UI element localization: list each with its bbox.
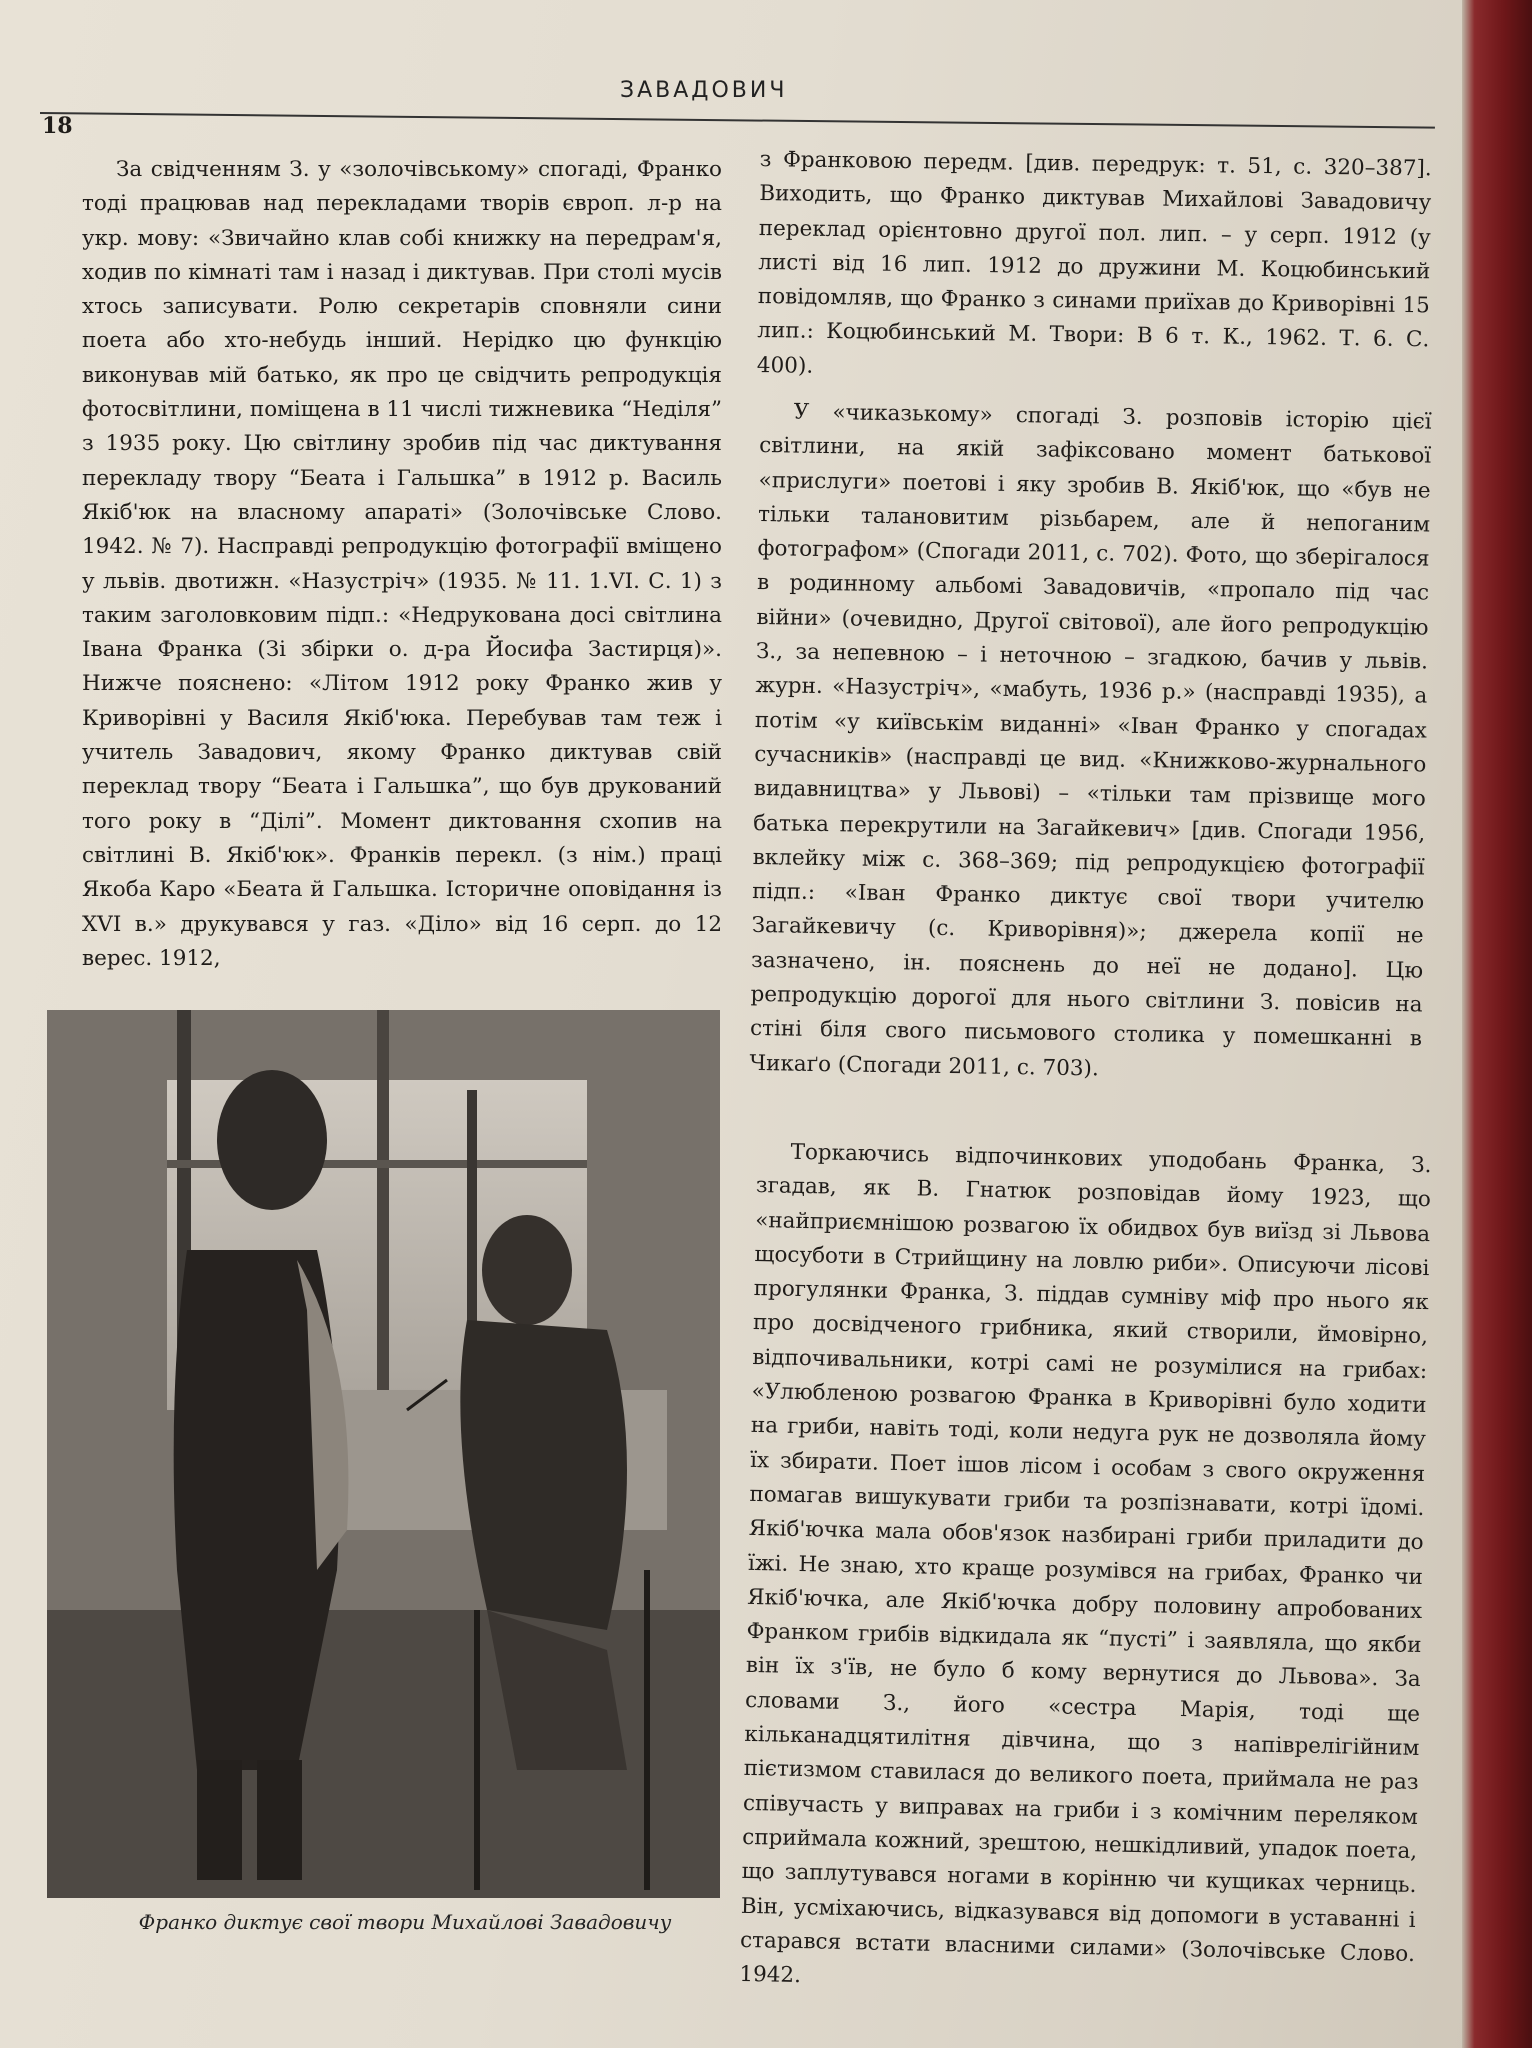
right-column-bottom (739, 1135, 1432, 2006)
book-cover-edge (1462, 0, 1532, 2048)
header-rule (40, 112, 1435, 129)
page-number: 18 (42, 113, 73, 139)
photo-illustration (47, 1010, 720, 1898)
running-title: ЗАВАДОВИЧ (620, 78, 788, 103)
right-column-top (757, 143, 1432, 392)
right-column-middle (749, 395, 1432, 1091)
left-paragraph-1: За свідченням З. у «золочівському» спогаді, Франко тоді працював над перекладами творів європ. л-р на укр. мову: «Звичайно клав собі книжку на передрам'я, ходив по кімнаті там і назад і диктував. При столі мусів хтось записувати. Ролю секретарів сповняли сини поета або хто-небудь інший. Нерідко цю функцію виконував мій батько, як про це свідчить репродукція фотосвітлини, поміщена в 11 числі тижневика “Неділя” з 1935 року. Цю світлину зробив під час диктування перекладу твору “Беата і Гальшка” в 1912 р. Василь Якіб'юк на власному апараті» (Золочівське Слово. 1942. № 7). Насправді репродукцію фотографії вміщено у львів. двотижн. «Назустріч» (1935. № 11. 1.VI. С. 1) з таким заголовковим підп.: «Недрукована досі світлина Івана Франка (Зі збірки о. д-ра Йосифа Застирця)». Нижче пояснено: «Літом 1912 року Франко жив у Криворівні у Василя Якіб'юка. Перебував там теж і учитель Завадович, якому Франко диктував свій переклад твору “Беата і Гальшка”, що був друкований того року в “Ділі”. Момент диктовання схопив на світлині В. Якіб'юк». Франків перекл. (з нім.) праці Якоба Каро «Беата й Гальшка. Історичне оповідання із XVI в.» друкувався у газ. «Діло» від 16 серп. до 12 верес. 1912, (82, 157, 722, 971)
left-column (82, 153, 722, 976)
photo-caption: Франко диктує свої твори Михайлові Завадовичу (138, 1910, 672, 1934)
right-paragraph-1: з Франковою передм. [див. передрук: т. 51, с. 320–387]. Виходить, що Франко диктував Михайлові Завадовичу переклад орієнтовно другої пол. лип. – у серп. 1912 (у листі від 16 лип. 1912 до дружини М. Коцюбинський повідомляв, що Франко з синами приїхав до Криворівні 15 лип.: Коцюбинський М. Твори: В 6 т. К., 1962. Т. 6. С. 400). (756, 146, 1432, 379)
right-paragraph-2: У «чиказькому» спогаді З. розповів історію цієї світлини, на якій зафіксовано момент батькової «прислуги» поетові і яку зробив В. Якіб'юк, що «був не тільки талановитим різьбарем, але й непоганим фотографом» (Спогади 2011, с. 702). Фото, що зберігалося в родинному альбомі Завадовичів, «пропало під час війни» (очевидно, Другої світової), але його репродукцію З., за непевною – і неточною – згадкою, бачив у львів. журн. «Назустріч», «мабуть, 1936 р.» (насправді 1935), а потім «у київськім виданні» «Іван Франко у спогадах сучасників» (насправді це вид. «Книжково-журнального видавництва» у Львові) – «тільки там прізвище мого батька перекрутили на Загайкевич» [див. Спогади 1956, вклейку між с. 368–369; під репродукцією фотографії підп.: «Іван Франко диктує свої твори учителю Загайкевичу (с. Криворівня)»; джерела копії не зазначено, ін. пояснень до неї не додано]. Цю репродукцію дорогої для нього світлини З. повісив на стіні біля свого письмового столика у помешканні в Чикаґо (Спогади 2011, с. 703). (749, 399, 1432, 1082)
photo-franko-dictating (47, 1010, 720, 1898)
right-paragraph-3: Торкаючись відпочинкових уподобань Франка, З. згадав, як В. Гнатюк розповідав йому 1923, що «найприємнішою розвагою їх обидвох був виїзд зі Львова щосуботи в Стрийщину на ловлю риби». Описуючи лісові прогулянки Франка, З. піддав сумніву міф про нього як про досвідченого грибника, який створили, ймовірно, відпочивальники, котрі самі не розумілися на грибах: «Улюбленою розвагою Франка в Криворівні було ходити на гриби, навіть тоді, коли недуга рук не дозволяла йому їх збирати. Поет ішов лісом і особам з свого окруження помагав вишукувати гриби та розпізнавати, котрі їдомі. Якіб'ючка мала обов'язок назбирані гриби приладити до їжі. Не знаю, хто краще розумівся на грибах, Франко чи Якіб'ючка, але Якіб'ючка добру половину апробованих Франком грибів відкидала як “пусті” і заявляла, що якби він їх з'їв, не було б кому вернутися до Львова». За словами З., його «сестра Марія, тоді ще кільканадцятилітня дівчина, що з напіврелігійним пієтизмом ставилася до великого поета, приймала не раз співучасть у виправах на гриби і з комічним переляком сприймала кожний, зрештою, нешкідливий, упадок поета, що заплутувався ногами в корінню чи кущиках черниць. Він, усміхаючись, відказувався від допомоги в уставанні і старався встати власними силами» (Золочівське Слово. 1942. (739, 1139, 1432, 1989)
